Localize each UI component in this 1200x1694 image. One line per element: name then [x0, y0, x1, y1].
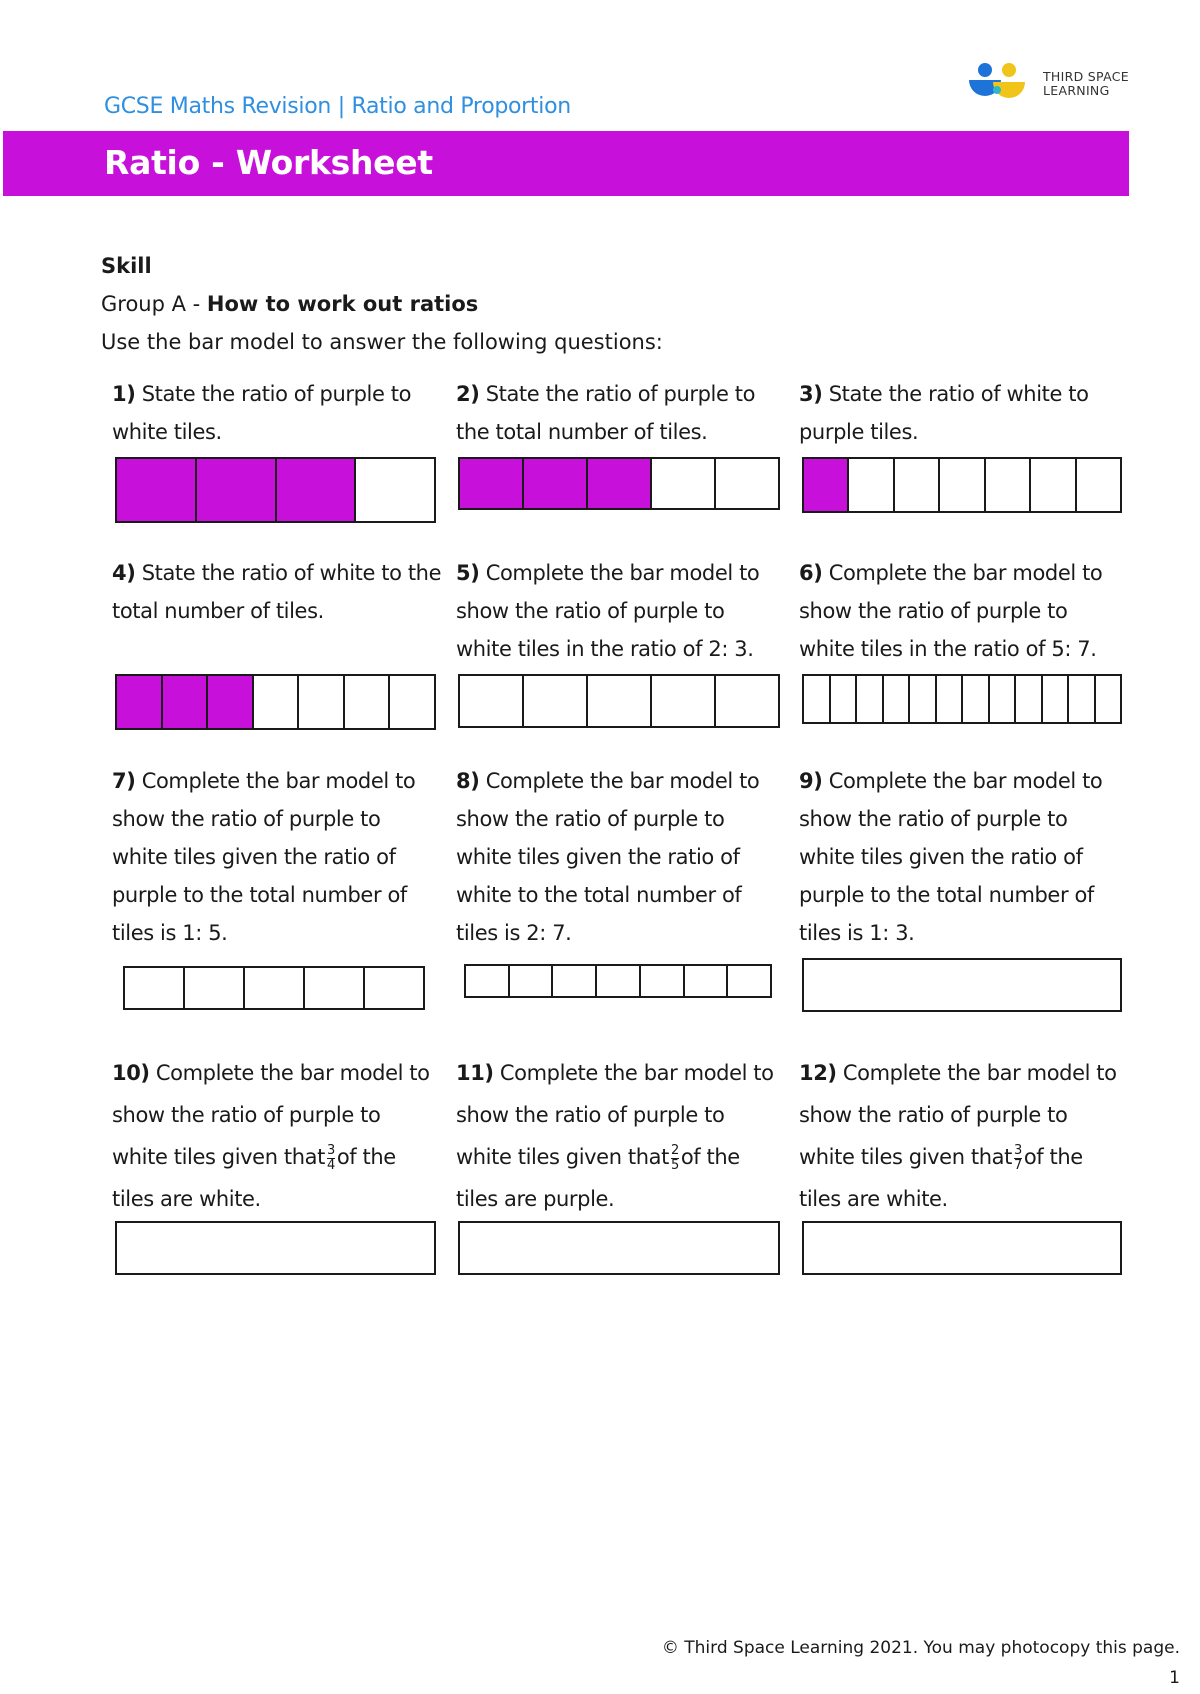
white-tile: [804, 1223, 1120, 1273]
white-tile: [1041, 676, 1068, 722]
page-number: 1: [1169, 1668, 1180, 1688]
question-8: [456, 762, 786, 952]
question-number: 6): [799, 561, 823, 585]
white-tile: [984, 459, 1029, 511]
white-tile: [551, 966, 595, 996]
question-number: 12): [799, 1061, 837, 1085]
document-subtitle: GCSE Maths Revision | Ratio and Proportion: [104, 94, 571, 119]
question-text: Complete the bar model to show the ratio of purple to white tiles given the ratio of purple to the total number of tiles is 1: 5.: [112, 769, 416, 945]
question-text: State the ratio of white to the total number of tiles.: [112, 561, 442, 623]
bar-model: [802, 1221, 1122, 1275]
purple-tile: [195, 459, 275, 521]
question-number: 11): [456, 1061, 494, 1085]
white-tile: [714, 459, 778, 508]
purple-tile: [206, 676, 252, 728]
white-tile: [243, 968, 303, 1008]
fraction-denominator: 5: [670, 1157, 679, 1173]
white-tile: [1029, 459, 1074, 511]
white-tile: [726, 966, 770, 996]
white-tile: [882, 676, 909, 722]
white-tile: [466, 966, 508, 996]
question-11: [456, 1052, 786, 1220]
white-tile: [935, 676, 962, 722]
instructions: Use the bar model to answer the following questions:: [101, 330, 663, 354]
logo-mark-icon: [965, 60, 1037, 106]
question-12: [799, 1052, 1129, 1220]
bar-model: [123, 966, 425, 1010]
white-tile: [460, 1223, 778, 1273]
white-tile: [855, 676, 882, 722]
bar-model: [115, 1221, 436, 1275]
white-tile: [1014, 676, 1041, 722]
question-text: Complete the bar model to show the ratio of purple to white tiles given the ratio of purple to the total number of tiles is 1: 3.: [799, 769, 1103, 945]
white-tile: [252, 676, 298, 728]
question-text: Complete the bar model to show the ratio of purple to white tiles given that: [112, 1061, 430, 1169]
fraction-denominator: 4: [326, 1157, 335, 1173]
question-10: [112, 1052, 442, 1220]
purple-tile: [161, 676, 207, 728]
white-tile: [117, 1223, 434, 1273]
white-tile: [388, 676, 434, 728]
white-tile: [893, 459, 938, 511]
fraction-numerator: 3: [326, 1142, 335, 1158]
question-number: 1): [112, 382, 136, 406]
question-number: 8): [456, 769, 480, 793]
white-tile: [354, 459, 434, 521]
question-text: State the ratio of white to purple tiles.: [799, 382, 1089, 444]
purple-tile: [460, 459, 522, 508]
bar-model: [802, 958, 1122, 1012]
white-tile: [1094, 676, 1121, 722]
bar-model: [458, 1221, 780, 1275]
question-5: [456, 554, 786, 668]
purple-tile: [117, 676, 161, 728]
question-text: Complete the bar model to show the ratio of purple to white tiles in the ratio of 5: 7.: [799, 561, 1103, 661]
white-tile: [961, 676, 988, 722]
question-text: of the tiles are white.: [112, 1145, 396, 1211]
white-tile: [183, 968, 243, 1008]
question-text: Complete the bar model to show the ratio of purple to white tiles in the ratio of 2: 3.: [456, 561, 760, 661]
fraction: [671, 1144, 679, 1173]
question-number: 4): [112, 561, 136, 585]
fraction: [327, 1144, 335, 1173]
purple-tile: [522, 459, 586, 508]
fraction: [1014, 1144, 1022, 1173]
white-tile: [595, 966, 639, 996]
question-2: [456, 375, 786, 451]
bar-model: [115, 674, 436, 730]
question-1: [112, 375, 442, 451]
question-text: Complete the bar model to show the ratio of purple to white tiles given the ratio of white to the total number of tiles is 2: 7.: [456, 769, 760, 945]
white-tile: [343, 676, 389, 728]
question-number: 5): [456, 561, 480, 585]
white-tile: [683, 966, 727, 996]
question-text: Complete the bar model to show the ratio of purple to white tiles given that: [456, 1061, 774, 1169]
question-text: of the tiles are white.: [799, 1145, 1083, 1211]
white-tile: [804, 676, 829, 722]
copyright-footer: © Third Space Learning 2021. You may photocopy this page.: [661, 1638, 1180, 1658]
group-title: How to work out ratios: [206, 292, 479, 316]
question-text: Complete the bar model to show the ratio of purple to white tiles given that: [799, 1061, 1117, 1169]
bar-model: [464, 964, 772, 998]
question-number: 3): [799, 382, 823, 406]
purple-tile: [586, 459, 650, 508]
group-label: Group A -: [101, 292, 207, 316]
white-tile: [460, 676, 522, 726]
question-number: 2): [456, 382, 480, 406]
fraction-numerator: 2: [670, 1142, 679, 1158]
purple-tile: [804, 459, 847, 511]
white-tile: [1075, 459, 1120, 511]
white-tile: [1067, 676, 1094, 722]
question-4: [112, 554, 442, 630]
question-number: 10): [112, 1061, 150, 1085]
bar-model: [458, 457, 780, 510]
white-tile: [639, 966, 683, 996]
bar-model: [115, 457, 436, 523]
logo-text: THIRD SPACE LEARNING: [1043, 69, 1129, 98]
question-7: [112, 762, 442, 952]
white-tile: [650, 459, 714, 508]
white-tile: [522, 676, 586, 726]
white-tile: [363, 968, 423, 1008]
group-heading: [101, 292, 478, 316]
white-tile: [829, 676, 856, 722]
fraction-numerator: 3: [1013, 1142, 1022, 1158]
white-tile: [586, 676, 650, 726]
white-tile: [988, 676, 1015, 722]
question-text: State the ratio of purple to white tiles.: [112, 382, 412, 444]
fraction-denominator: 7: [1013, 1157, 1022, 1173]
white-tile: [125, 968, 183, 1008]
purple-tile: [275, 459, 355, 521]
white-tile: [847, 459, 892, 511]
white-tile: [650, 676, 714, 726]
question-text: of the tiles are purple.: [456, 1145, 740, 1211]
question-text: State the ratio of purple to the total number of tiles.: [456, 382, 756, 444]
question-6: [799, 554, 1129, 668]
white-tile: [508, 966, 552, 996]
third-space-learning-logo: [965, 60, 1145, 106]
bar-model: [802, 457, 1122, 513]
bar-model: [802, 674, 1122, 724]
question-9: [799, 762, 1129, 952]
white-tile: [297, 676, 343, 728]
white-tile: [303, 968, 363, 1008]
page-title: Ratio - Worksheet: [104, 143, 433, 182]
white-tile: [804, 960, 1120, 1010]
white-tile: [714, 676, 778, 726]
bar-model: [458, 674, 780, 728]
question-number: 7): [112, 769, 136, 793]
question-3: [799, 375, 1129, 451]
question-number: 9): [799, 769, 823, 793]
white-tile: [908, 676, 935, 722]
white-tile: [938, 459, 983, 511]
skill-heading: Skill: [101, 254, 152, 278]
purple-tile: [117, 459, 195, 521]
